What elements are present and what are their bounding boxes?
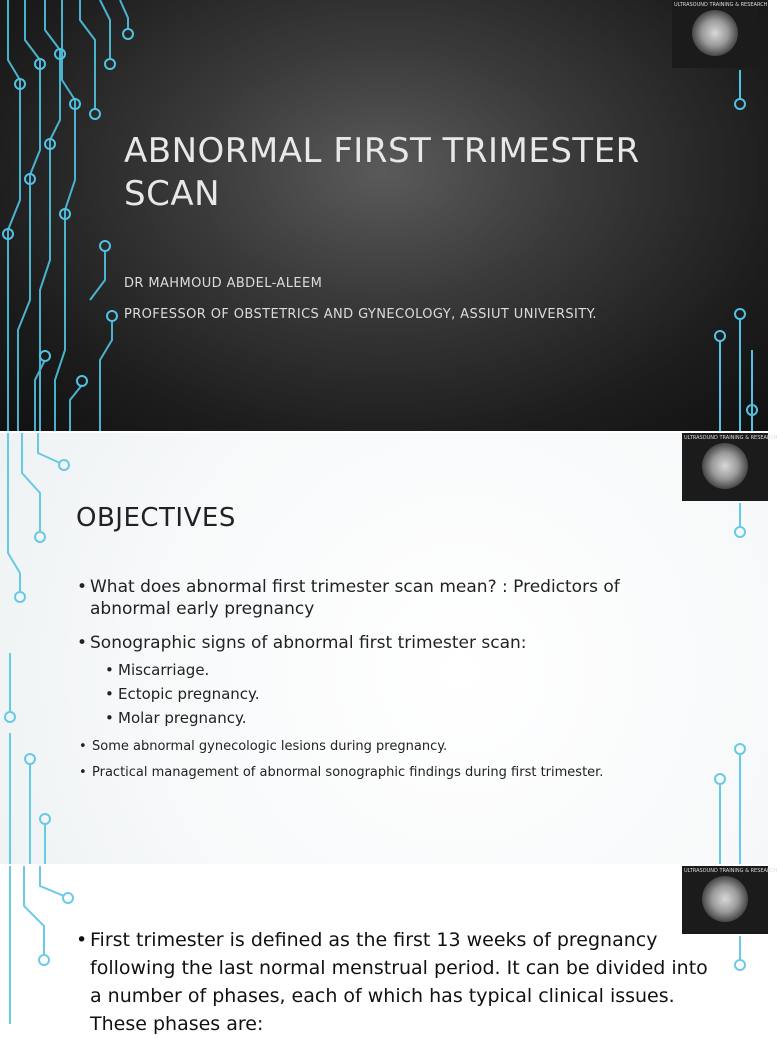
body-paragraph: • First trimester is defined as the first 13 weeks of pregnancy following the last normal menstrual period. It can be divided into a number of phases, each of which has typical clinical issues. These phases are: — [76, 929, 708, 1035]
logo-image — [682, 433, 777, 501]
bullet-item: • What does abnormal first trimester scan mean? : Predictors of abnormal early pregnancy — [77, 577, 620, 619]
title-slide — [0, 0, 768, 431]
circuit-decoration-left — [0, 866, 80, 1024]
bullet-item: • Sonographic signs of abnormal first trimester scan: — [77, 633, 527, 653]
ultrasound-image — [702, 876, 748, 922]
ultrasound-image — [692, 10, 738, 56]
sub-bullet-item: • Miscarriage. — [105, 661, 210, 679]
objectives-slide — [0, 433, 777, 864]
bullet-item: • Some abnormal gynecologic lesions during pregnancy. — [79, 739, 448, 754]
logo-caption: ULTRASOUND TRAINING & RESEARCH — [684, 868, 777, 874]
sub-bullet-item: • Molar pregnancy. — [105, 709, 247, 727]
ultrasound-image — [702, 443, 748, 489]
logo-image — [682, 866, 777, 934]
slide-title: ABNORMAL FIRST TRIMESTER SCAN — [124, 131, 640, 214]
logo-caption: ULTRASOUND TRAINING & RESEARCH — [684, 435, 777, 441]
author-name: DR MAHMOUD ABDEL-ALEEM — [124, 276, 323, 291]
slide-heading: OBJECTIVES — [76, 503, 236, 533]
definition-slide — [0, 866, 777, 1035]
logo-image — [672, 0, 768, 68]
bullet-item: • Practical management of abnormal sonographic findings during first trimester. — [79, 765, 604, 780]
sub-bullet-item: • Ectopic pregnancy. — [105, 685, 260, 703]
author-affiliation: PROFESSOR OF OBSTETRICS AND GYNECOLOGY, ASSIUT UNIVERSITY. — [124, 307, 597, 322]
circuit-decoration-left — [0, 433, 80, 864]
logo-caption: ULTRASOUND TRAINING & RESEARCH — [674, 2, 768, 8]
